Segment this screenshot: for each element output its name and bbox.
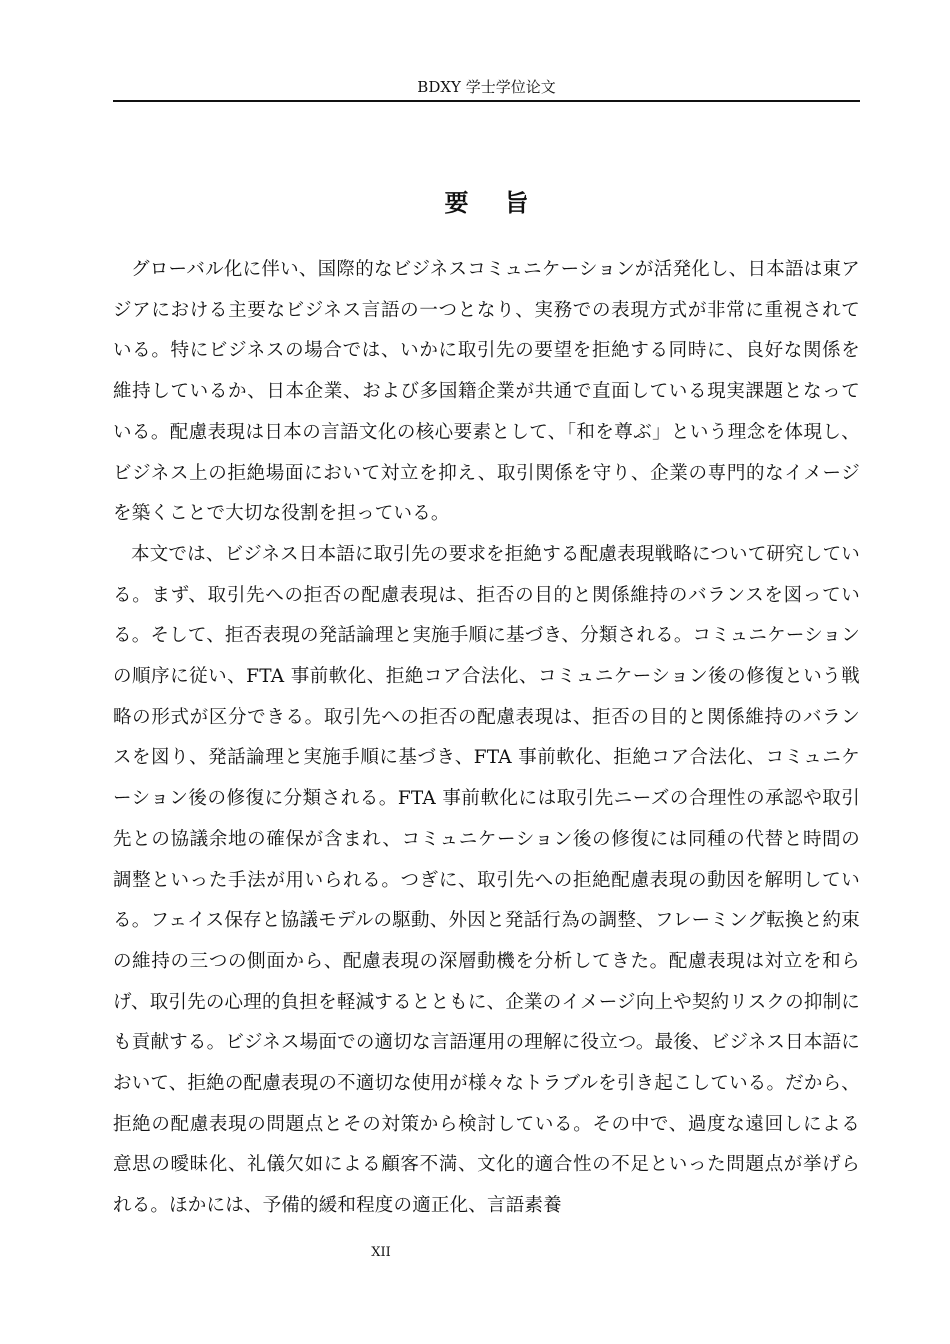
abstract-body	[113, 250, 860, 1227]
page-number: XII	[371, 1245, 391, 1260]
page-title: 要旨	[444, 188, 565, 217]
paragraph: 本文では、ビジネス日本語に取引先の要求を拒絶する配慮表現戦略について研究している。まず、取引先への拒否の配慮表現は、拒否の目的と関係維持のバランスを図っている。そして、拒否表現の発話論理と実施手順に基づき、分類される。コミュニケーションの順序に従い、FTA 事前軟化、拒絶コア合法化、コミュニケーション後の修復という戦略の形式が区分できる。取引先への拒否の配慮表現は、拒否の目的と関係維持のバランスを図り、発話論理と実施手順に基づき、FTA 事前軟化、拒絶コア合法化、コミュニケーション後の修復に分類される。FTA 事前軟化には取引先ニーズの合理性の承認や取引先との協議余地の確保が含まれ、コミュニケーション後の修復には同種の代替と時間の調整といった手法が用いられる。つぎに、取引先への拒絶配慮表現の動因を解明している。フェイス保存と協議モデルの駆動、外因と発話行為の調整、フレーミング転換と約束の維持の三つの側面から、配慮表現の深層動機を分析してきた。配慮表現は対立を和らげ、取引先の心理的負担を軽減するとともに、企業のイメージ向上や契約リスクの抑制にも貢献する。ビジネス場面での適切な言語運用の理解に役立つ。最後、ビジネス日本語において、拒絶の配慮表現の不適切な使用が様々なトラブルを引き起こしている。だから、拒絶の配慮表現の問題点とその対策から検討している。その中で、過度な遠回しによる意思の曖昧化、礼儀欠如による顧客不満、文化的適合性の不足といった問題点が挙げられる。ほかには、予備的緩和程度の適正化、言語素養	[113, 543, 860, 1217]
paragraph: グローバル化に伴い、国際的なビジネスコミュニケーションが活発化し、日本語は東アジアにおける主要なビジネス言語の一つとなり、実務での表現方式が非常に重視されている。特にビジネスの場合では、いかに取引先の要望を拒絶する同時に、良好な関係を維持しているか、日本企業、および多国籍企業が共通で直面している現実課題となっている。配慮表現は日本の言語文化の核心要素として、「和を尊ぶ」という理念を体現し、ビジネス上の拒絶場面において対立を抑え、取引関係を守り、企業の専門的なイメージを築くことで大切な役割を担っている。	[113, 259, 860, 525]
running-header: BDXY 学士学位论文	[113, 78, 860, 102]
